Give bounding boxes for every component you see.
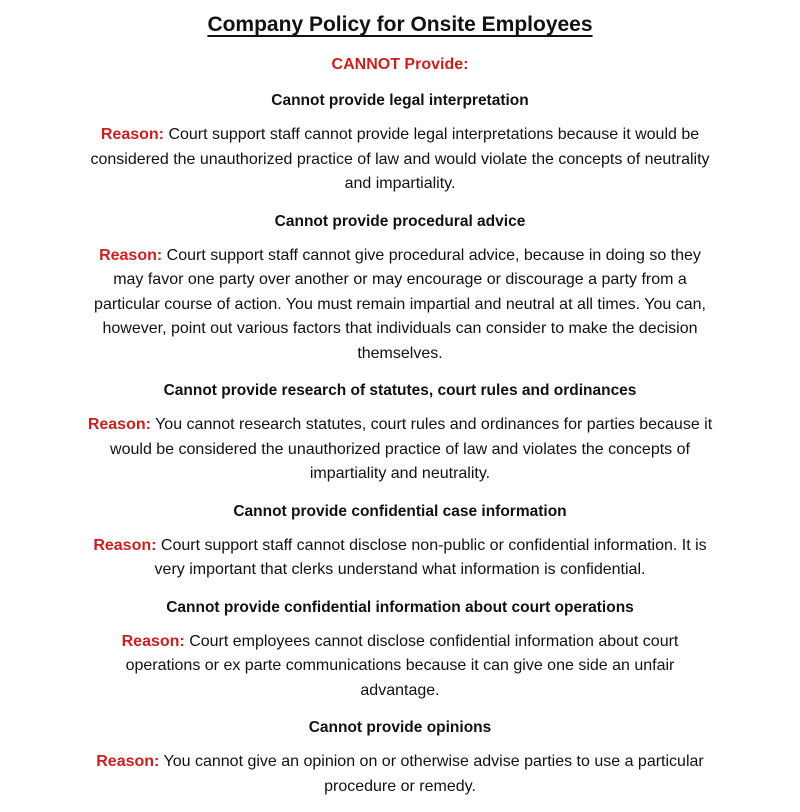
document-subtitle: CANNOT Provide: — [331, 56, 469, 73]
policy-section-1 — [86, 90, 714, 197]
section-heading: Cannot provide research of statutes, court rules and ordinances — [163, 382, 637, 399]
section-reason — [86, 123, 714, 197]
section-heading: Cannot provide procedural advice — [274, 212, 526, 230]
reason-label: Reason: — [93, 536, 157, 554]
reason-text: Court employees cannot disclose confidential information about court operations or ex parte communications because it can give one side an unfair advantage. — [125, 632, 679, 699]
policy-section-3 — [86, 380, 714, 487]
section-heading: Cannot provide confidential case information — [233, 502, 567, 520]
section-heading: Cannot provide legal interpretation — [271, 92, 529, 109]
section-heading: Cannot provide opinions — [308, 719, 492, 736]
reason-text: Court support staff cannot provide legal interpretations because it would be considered the unauthorized practice of law and would violate the concepts of neutrality and impartiality. — [90, 126, 710, 192]
policy-section-4 — [86, 501, 714, 583]
reason-label: Reason: — [96, 753, 160, 770]
reason-label: Reason: — [121, 632, 185, 650]
reason-label: Reason: — [100, 126, 164, 143]
section-heading: Cannot provide confidential information about court operations — [166, 598, 634, 616]
policy-section-6 — [86, 717, 714, 799]
section-reason — [86, 413, 714, 487]
section-reason — [86, 244, 714, 367]
reason-text: You cannot research statutes, court rules and ordinances for parties because it would be considered the unauthorized practice of law and violates the concepts of impartiality and neutrality. — [110, 416, 713, 482]
reason-label: Reason: — [87, 416, 151, 433]
policy-sections — [86, 90, 714, 799]
policy-section-2 — [86, 211, 714, 367]
section-reason — [86, 750, 714, 799]
section-reason — [86, 534, 714, 583]
reason-text: Court support staff cannot disclose non-public or confidential information. It is very important that clerks understand what information is confidential. — [154, 536, 707, 578]
reason-text: You cannot give an opinion on or otherwise advise parties to use a particular procedure or remedy. — [163, 753, 704, 795]
policy-section-5 — [86, 597, 714, 704]
reason-label: Reason: — [99, 246, 163, 264]
document-title: Company Policy for Onsite Employees — [207, 13, 593, 36]
reason-text: Court support staff cannot give procedural advice, because in doing so they may favor one party over another or may encourage or discourage a party from a particular course of action. You must remain impartial and neutral at all times. You can, however, point out various factors that individuals can consider to make the decision themselves. — [94, 246, 706, 362]
section-reason — [86, 630, 714, 704]
